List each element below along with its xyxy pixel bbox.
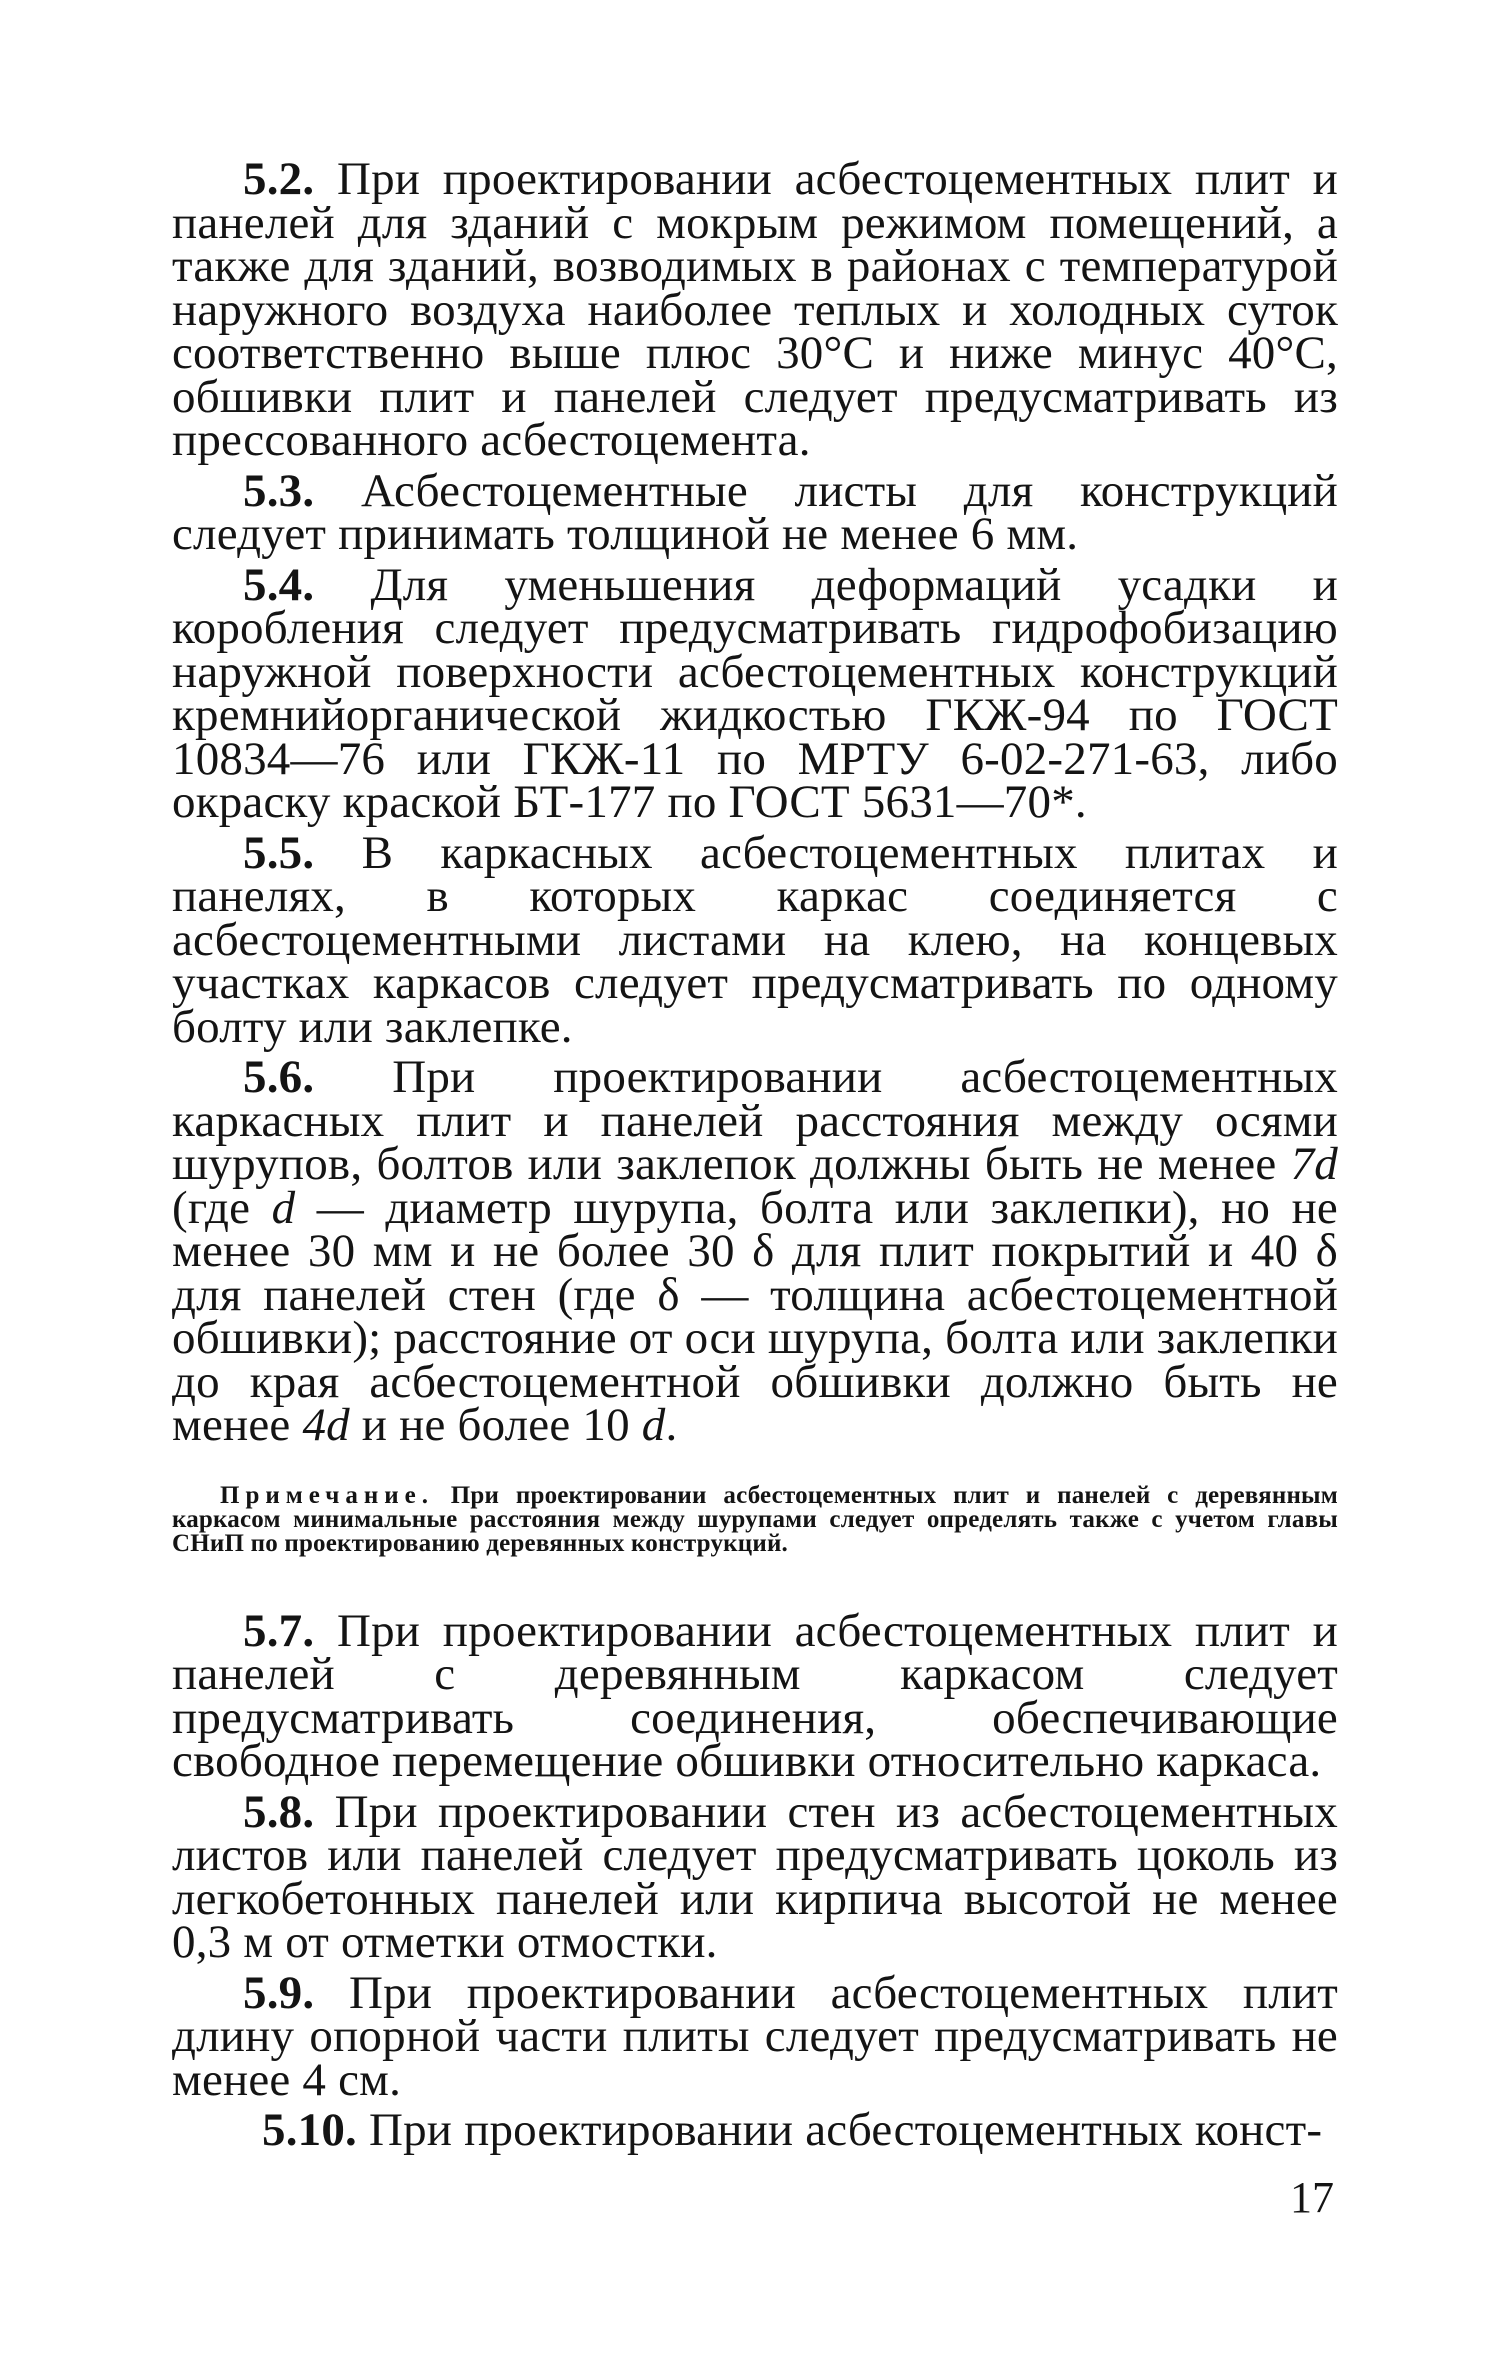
paragraph-text: При проектировании асбестоцементных каркасных плит и панелей расстояния между осями шурупов, болтов или заклепок должны быть не менее <box>172 1051 1338 1190</box>
paragraph-number: 5.2. <box>243 153 315 205</box>
paragraph-text: и не более 10 <box>349 1399 642 1451</box>
paragraph-5-8 <box>172 1785 1338 1968</box>
note-label: Примечание. <box>220 1481 435 1509</box>
paragraph-text: . <box>665 1399 678 1451</box>
paragraph-number: 5.3. <box>243 464 315 517</box>
paragraph-text: — диаметр шурупа, болта или заклепки), но не менее 30 мм и не более 30 δ для плит покрытий и 40 δ для панелей стен (где δ — толщина асбестоцементной обшивки); расстояние от оси шурупа, болта или заклепки до края асбестоцементной обшивки должно быть не менее <box>172 1181 1338 1451</box>
paragraph-5-4 <box>172 558 1338 828</box>
paragraph-5-7 <box>172 1604 1338 1787</box>
paragraph-5-2 <box>172 153 1338 466</box>
paragraph-5-5 <box>172 826 1338 1053</box>
page-number: 17 <box>1290 2173 1334 2222</box>
paragraph-number: 5.10. <box>262 2104 357 2156</box>
paragraph-number: 5.4. <box>243 558 315 611</box>
paragraph-number: 5.8. <box>243 1785 315 1838</box>
paragraph-5-3 <box>172 464 1338 560</box>
paragraph-text: При проектировании асбестоцементных плит и панелей с деревянным каркасом следует предусматривать соединения, обеспечивающие свободное перемещение обшивки относительно каркаса. <box>172 1604 1338 1787</box>
formula-text: d <box>271 1181 296 1234</box>
document-page <box>172 153 1338 2160</box>
paragraph-5-6 <box>172 1051 1338 1451</box>
paragraph-text: Асбестоцементные листы для конструкций следует принимать толщиной не менее 6 мм. <box>172 464 1338 560</box>
paragraph-text: При проектировании стен из асбестоцементных листов или панелей следует предусматривать цоколь из легкобетонных панелей или кирпича высотой не менее 0,3 м от отметки отмостки. <box>172 1785 1338 1968</box>
paragraph-number: 5.7. <box>243 1604 315 1657</box>
paragraph-number: 5.9. <box>243 1966 315 2019</box>
note-text: При проектировании асбестоцементных плит и панелей с деревянным каркасом минимальные расстояния между шурупами следует определять также с учетом главы СНиП по проектированию деревянных конструкций. <box>172 1481 1338 1557</box>
formula-text: 4d <box>302 1399 350 1451</box>
formula-text: d <box>641 1399 666 1451</box>
note-block <box>172 1481 1338 1557</box>
paragraph-text: (где <box>172 1181 272 1234</box>
paragraph-text: При проектировании асбестоцементных плит длину опорной части плиты следует предусматривать не менее 4 см. <box>172 1966 1338 2106</box>
formula-text: 7d <box>1290 1138 1338 1190</box>
paragraph-5-10 <box>172 2104 1338 2156</box>
paragraph-5-9 <box>172 1966 1338 2106</box>
paragraph-number: 5.6. <box>243 1051 315 1103</box>
paragraph-text: Для уменьшения деформаций усадки и коробления следует предусматривать гидрофобизацию наружной поверхности асбестоцементных конструкций кремнийорганической жидкостью ГКЖ-94 по ГОСТ 10834—76 или ГКЖ-11 по МРТУ 6-02-271-63, либо окраску краской БТ-177 по ГОСТ 5631—70*. <box>172 558 1338 828</box>
paragraph-number: 5.5. <box>243 826 315 879</box>
paragraph-text: В каркасных асбестоцементных плитах и панелях, в которых каркас соединяется с асбестоцементными листами на клею, на концевых участках каркасов следует предусматривать по одному болту или заклепке. <box>172 826 1338 1053</box>
paragraph-text: При проектировании асбестоцементных плит и панелей для зданий с мокрым режимом помещений, а также для зданий, возводимых в районах с температурой наружного воздуха наиболее теплых и холодных суток соответственно выше плюс 30°С и ниже минус 40°С, обшивки плит и панелей следует предусматривать из прессованного асбестоцемента. <box>172 153 1338 466</box>
paragraph-text: При проектировании асбестоцементных конст- <box>357 2104 1323 2156</box>
